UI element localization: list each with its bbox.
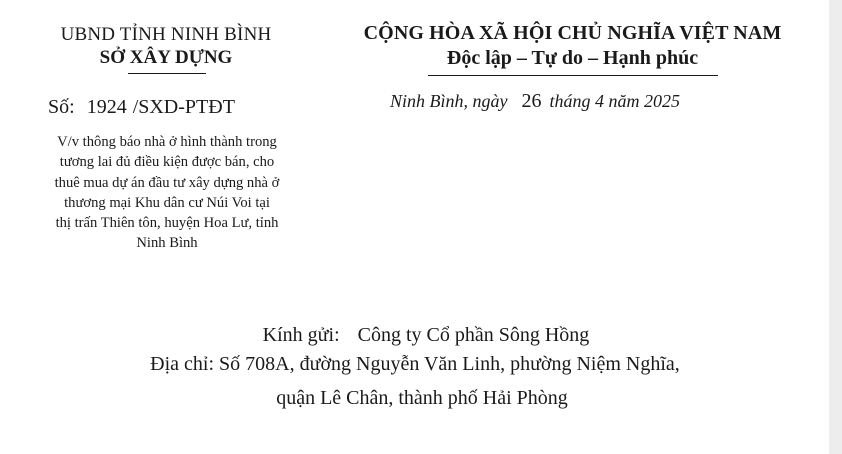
place-date-line: [390, 90, 680, 113]
subject-line: thương mại Khu dân cư Núi Voi tại: [64, 194, 270, 211]
document-subject: [12, 132, 322, 254]
recipient-line: [20, 324, 832, 347]
subject-line: Ninh Bình: [136, 235, 198, 252]
subject-line: thị trấn Thiên tôn, huyện Hoa Lư, tỉnh: [55, 215, 279, 232]
document-number-label: Số:: [48, 96, 75, 118]
recipient-label: Kính gửi:: [262, 324, 340, 346]
subject-line: tương lai đủ điều kiện được bán, cho: [59, 154, 275, 171]
document-number-value: 1924: [86, 96, 127, 118]
date-day: 26: [521, 90, 542, 112]
department-underline: [128, 73, 206, 74]
document-number: [48, 96, 235, 119]
issuing-agency: UBND TỈNH NINH BÌNH: [60, 24, 272, 45]
recipient-address-line-2: quận Lê Chân, thành phố Hải Phòng: [276, 387, 568, 409]
subject-line: V/v thông báo nhà ở hình thành trong: [57, 134, 277, 150]
page-edge-strip: [829, 0, 842, 454]
recipient-address-line-1: Địa chỉ: Số 708A, đường Nguyễn Văn Linh, phường Niệm Nghĩa,: [150, 353, 680, 375]
issuing-department: SỞ XÂY DỰNG: [99, 47, 233, 68]
recipient-name: Công ty Cổ phần Sông Hồng: [357, 324, 590, 346]
subject-line: thuê mua dự án đầu tư xây dựng nhà ở: [54, 174, 280, 191]
national-motto: Độc lập – Tự do – Hạnh phúc: [446, 47, 699, 69]
national-title: CỘNG HÒA XÃ HỘI CHỦ NGHĨA VIỆT NAM: [363, 22, 782, 44]
date-prefix: Ninh Bình, ngày: [390, 91, 508, 111]
date-suffix: tháng 4 năm 2025: [549, 91, 680, 111]
motto-underline: [428, 75, 718, 76]
document-number-suffix: /SXD-PTĐT: [132, 96, 235, 118]
